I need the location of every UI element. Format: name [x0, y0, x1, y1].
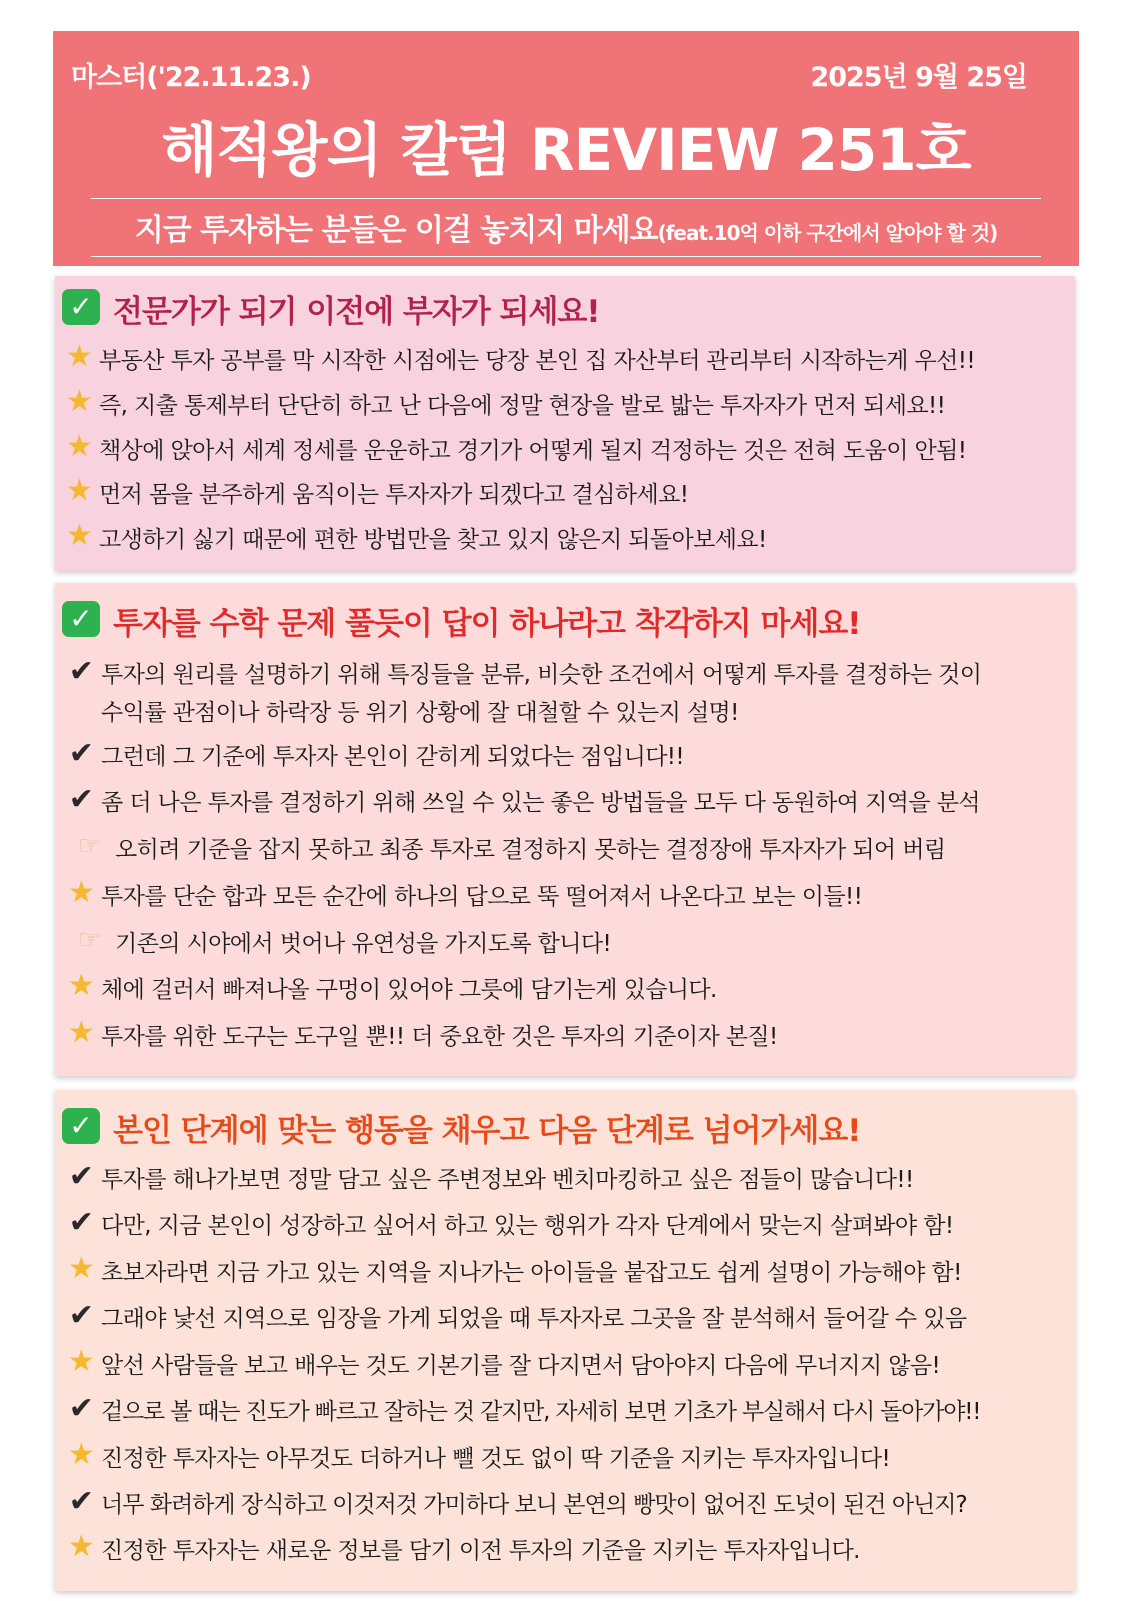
list-item: ★ 투자를 위한 도구는 도구일 뿐!! 더 중요한 것은 투자의 기준이자 본질! [61, 1018, 1061, 1048]
star-icon: ★ [67, 1437, 95, 1472]
subtitle-main: 지금 투자하는 분들은 이걸 놓치지 마세요 [134, 213, 658, 248]
section-title: 투자를 수학 문제 풀듯이 답이 하나라고 착각하지 마세요! [113, 606, 861, 642]
check-icon: ✔ [68, 1298, 94, 1333]
check-icon: ✔ [68, 1484, 94, 1519]
check-mark-icon: ✓ [62, 289, 100, 325]
list-item: ★ 앞선 사람들을 보고 배우는 것도 기본기를 잘 다지면서 담아야지 다음에 무너지지 않음! [61, 1347, 1071, 1377]
divider [91, 198, 1041, 199]
list-item: ☞ 오히려 기준을 잡지 못하고 최종 투자로 결정하지 못하는 결정장애 투자자가 되어 버림 [69, 831, 1059, 861]
list-item: ☞ 기존의 시야에서 벗어나 유연성을 가지도록 합니다! [69, 925, 1059, 955]
list-item: ✔ 투자를 해나가보면 정말 담고 싶은 주변정보와 벤치마킹하고 싶은 점들이 많습니다!! [61, 1161, 1071, 1191]
list-item: ★ 투자를 단순 합과 모든 순간에 하나의 답으로 뚝 떨어져서 나온다고 보는 이들!! [61, 878, 1061, 908]
list-item: ✔ 그런데 그 기준에 투자자 본인이 갇히게 되었다는 점입니다!! [61, 738, 1061, 768]
list-item: ✔ 투자의 원리를 설명하기 위해 특징들을 분류, 비슷한 조건에서 어떻게 투자를 결정하는 것이 [61, 656, 1061, 686]
list-item: ✔ 다만, 지금 본인이 성장하고 싶어서 하고 있는 행위가 각자 단계에서 맞는지 살펴봐야 함! [61, 1207, 1071, 1237]
divider [91, 256, 1041, 257]
check-icon: ✔ [68, 1159, 94, 1194]
star-icon: ★ [65, 473, 93, 508]
star-icon: ★ [65, 429, 93, 464]
list-item-continuation: 수익률 관점이나 하락장 등 위기 상황에 잘 대철할 수 있는지 설명! [101, 700, 739, 726]
page-title: 해적왕의 칼럼 REVIEW 251호 [161, 116, 971, 184]
check-mark-icon: ✓ [62, 1108, 100, 1144]
pointing-hand-icon: ☞ [77, 831, 101, 861]
section-title: 본인 단계에 맞는 행동을 채우고 다음 단계로 넘어가세요! [113, 1113, 861, 1149]
section-next-step [55, 1090, 1075, 1591]
check-mark-icon: ✓ [62, 601, 100, 637]
list-item: ★ 부동산 투자 공부를 막 시작한 시점에는 당장 본인 집 자산부터 관리부터 시작하는게 우선!! [59, 342, 1059, 372]
pointing-hand-icon: ☞ [77, 925, 101, 955]
list-item: ✔ 너무 화려하게 장식하고 이것저것 가미하다 보니 본연의 빵맛이 없어진 도넛이 된건 아닌지? [61, 1486, 1071, 1516]
master-label: 마스터('22.11.23.) [71, 62, 311, 93]
subtitle-feat: (feat.10억 이하 구간에서 알아야 할 것) [657, 221, 998, 245]
star-icon: ★ [67, 875, 95, 910]
list-item: ★ 체에 걸러서 빠져나올 구멍이 있어야 그릇에 담기는게 있습니다. [61, 971, 1061, 1001]
check-icon: ✔ [68, 782, 94, 817]
star-icon: ★ [65, 339, 93, 374]
issue-date: 2025년 9월 25일 [810, 62, 1027, 93]
check-icon: ✔ [68, 654, 94, 689]
star-icon: ★ [67, 1015, 95, 1050]
list-item: ★ 먼저 몸을 분주하게 움직이는 투자자가 되겠다고 결심하세요! [59, 476, 1059, 506]
star-icon: ★ [67, 1529, 95, 1564]
check-icon: ✔ [68, 1205, 94, 1240]
list-item: ✔ 겉으로 볼 때는 진도가 빠르고 잘하는 것 같지만, 자세히 보면 기초가 부실해서 다시 돌아가야!! [61, 1393, 1071, 1423]
star-icon: ★ [67, 968, 95, 1003]
list-item: ★ 즉, 지출 통제부터 단단히 하고 난 다음에 정말 현장을 발로 밟는 투자자가 먼저 되세요!! [59, 387, 1059, 417]
section-title: 전문가가 되기 이전에 부자가 되세요! [113, 294, 600, 330]
list-item: ★ 고생하기 싫기 때문에 편한 방법만을 찾고 있지 않은지 되돌아보세요! [59, 521, 1059, 551]
list-item: ★ 초보자라면 지금 가고 있는 지역을 지나가는 아이들을 붙잡고도 쉽게 설명이 가능해야 함! [61, 1254, 1071, 1284]
star-icon: ★ [67, 1344, 95, 1379]
check-icon: ✔ [68, 1391, 94, 1426]
star-icon: ★ [65, 384, 93, 419]
section-become-rich [55, 276, 1075, 571]
page-subtitle [53, 205, 1079, 249]
list-item: ✔ 그래야 낯선 지역으로 임장을 가게 되었을 때 투자자로 그곳을 잘 분석해서 들어갈 수 있음 [61, 1300, 1071, 1330]
check-icon: ✔ [68, 736, 94, 771]
list-item: ★ 진정한 투자자는 아무것도 더하거나 뺄 것도 없이 딱 기준을 지키는 투자자입니다! [61, 1440, 1071, 1470]
star-icon: ★ [67, 1251, 95, 1286]
header-banner [53, 31, 1079, 266]
list-item: ★ 진정한 투자자는 새로운 정보를 담기 이전 투자의 기준을 지키는 투자자입니다. [61, 1532, 1071, 1562]
list-item: ★ 책상에 앉아서 세계 정세를 운운하고 경기가 어떻게 될지 걱정하는 것은 전혀 도움이 안됨! [59, 432, 1059, 462]
list-item: ✔ 좀 더 나은 투자를 결정하기 위해 쓰일 수 있는 좋은 방법들을 모두 다 동원하여 지역을 분석 [61, 784, 1061, 814]
section-not-math-problem [55, 583, 1075, 1076]
star-icon: ★ [65, 518, 93, 553]
